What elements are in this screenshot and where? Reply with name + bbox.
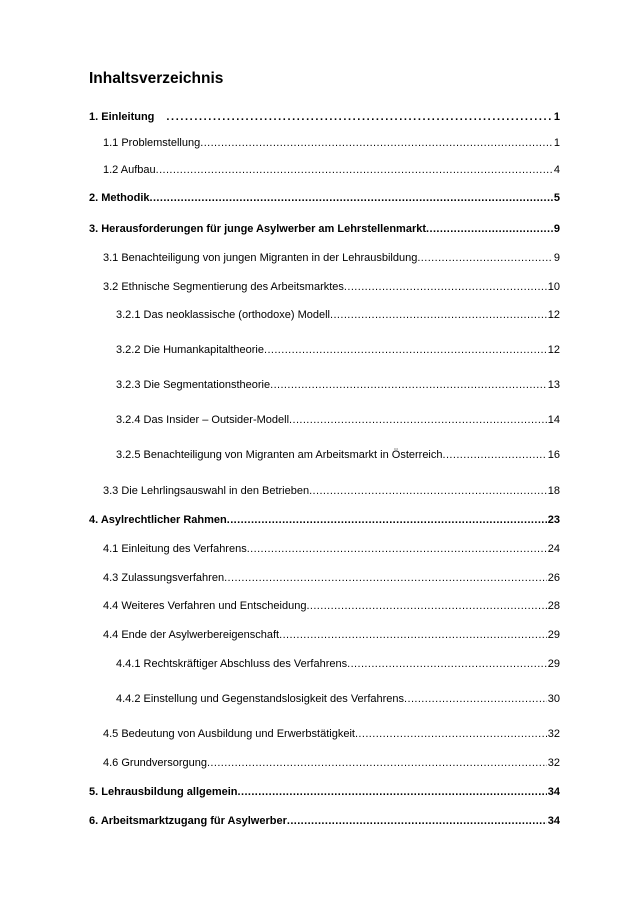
toc-entry-label: 4.4.2 Einstellung und Gegenstandslosigkeit des Verfahrens — [116, 693, 405, 705]
toc-entry — [116, 657, 560, 671]
toc-entry — [103, 136, 560, 150]
toc-entry-label: 3.2.3 Die Segmentationstheorie — [116, 379, 271, 391]
toc-entry-page: 13 — [547, 379, 560, 391]
dot-leader — [247, 542, 547, 556]
toc-entry-page: 1 — [553, 137, 560, 149]
dot-leader — [166, 110, 552, 124]
dot-leader — [207, 756, 547, 770]
toc-entry-label: 4.5 Bedeutung von Ausbildung und Erwerbstätigkeit — [103, 728, 355, 740]
dot-leader — [287, 814, 547, 828]
toc-entry — [116, 308, 560, 322]
toc-entry-page: 24 — [547, 543, 560, 555]
dot-leader — [227, 513, 547, 527]
dot-leader — [279, 628, 547, 642]
toc-entry-label: 3.1 Benachteiligung von jungen Migranten in der Lehrausbildung — [103, 252, 418, 264]
dot-leader — [330, 308, 547, 322]
toc-entry-label: 3.2.4 Das Insider – Outsider-Modell — [116, 414, 290, 426]
toc-entry-label: 4.4 Weiteres Verfahren und Entscheidung — [103, 600, 307, 612]
toc-entry — [89, 513, 560, 527]
dot-leader — [150, 191, 553, 205]
dot-leader — [404, 692, 547, 706]
dot-leader — [156, 163, 553, 177]
toc-entry-page: 9 — [553, 223, 560, 235]
toc-entry-label: 2. Methodik — [89, 192, 150, 204]
toc-entry-label: 3.2.2 Die Humankapitaltheorie — [116, 344, 264, 356]
toc-entry-page: 23 — [547, 514, 560, 526]
toc-entry — [116, 448, 560, 462]
toc-entry-label: 4.6 Grundversorgung — [103, 757, 207, 769]
toc-entry — [103, 484, 560, 498]
dot-leader — [264, 343, 547, 357]
toc-entry-label: 3.2.5 Benachteiligung von Migranten am Arbeitsmarkt in Österreich — [116, 449, 443, 461]
toc-entry-page: 10 — [547, 281, 560, 293]
toc-entry — [116, 692, 560, 706]
toc-entry-page: 12 — [547, 309, 560, 321]
dot-leader — [443, 448, 547, 462]
toc-entry — [116, 413, 560, 427]
dot-leader — [289, 413, 547, 427]
toc-entry-page: 4 — [553, 164, 560, 176]
toc-entry-page: 1 — [553, 111, 560, 123]
toc-entry — [103, 542, 560, 556]
toc-entry — [103, 280, 560, 294]
dot-leader — [417, 251, 553, 265]
toc-entry-label: 3.3 Die Lehrlingsauswahl in den Betrieben — [103, 485, 310, 497]
toc-entry — [89, 814, 560, 828]
toc-entry-label: 3.2.1 Das neoklassische (orthodoxe) Modell — [116, 309, 331, 321]
dot-leader — [238, 785, 547, 799]
toc-entry — [89, 110, 560, 124]
toc-entry-page: 34 — [547, 786, 560, 798]
toc-entry — [103, 599, 560, 613]
dot-leader — [355, 727, 547, 741]
toc-entry-label: 5. Lehrausbildung allgemein — [89, 786, 238, 798]
toc-entry — [89, 191, 560, 205]
toc-entry-page: 26 — [547, 572, 560, 584]
toc-entry — [89, 222, 560, 236]
toc-entry-page: 32 — [547, 757, 560, 769]
dot-leader — [309, 484, 547, 498]
toc-entry-page: 34 — [547, 815, 560, 827]
toc-entry — [103, 727, 560, 741]
toc-entry-page: 18 — [547, 485, 560, 497]
toc-entry-page: 16 — [547, 449, 560, 461]
toc-entry-label: 1.1 Problemstellung — [103, 137, 201, 149]
toc-entry-label: 3.2 Ethnische Segmentierung des Arbeitsmarktes — [103, 281, 344, 293]
dot-leader — [426, 222, 553, 236]
toc-entry-label: 4. Asylrechtlicher Rahmen — [89, 514, 227, 526]
toc-entry-page: 29 — [547, 629, 560, 641]
dot-leader — [344, 280, 547, 294]
toc-entry-page: 28 — [547, 600, 560, 612]
toc-entry-page: 32 — [547, 728, 560, 740]
toc-entry-label: 4.1 Einleitung des Verfahrens — [103, 543, 247, 555]
toc-entry — [103, 163, 560, 177]
toc-entry-label: 4.4 Ende der Asylwerbereigenschaft — [103, 629, 280, 641]
toc-entry — [89, 785, 560, 799]
toc-entry-label: 4.4.1 Rechtskräftiger Abschluss des Verfahrens — [116, 658, 348, 670]
toc-entry-page: 30 — [547, 693, 560, 705]
dot-leader — [200, 136, 553, 150]
dot-leader — [224, 571, 547, 585]
toc-entry — [103, 571, 560, 585]
dot-leader — [347, 657, 547, 671]
dot-leader — [270, 378, 547, 392]
toc-entry-label: 4.3 Zulassungsverfahren — [103, 572, 225, 584]
toc-entry — [116, 378, 560, 392]
toc-entry-page: 9 — [553, 252, 560, 264]
toc-title: Inhaltsverzeichnis — [89, 70, 224, 87]
toc-entry-page: 5 — [553, 192, 560, 204]
toc-entry — [103, 756, 560, 770]
toc-entry — [116, 343, 560, 357]
toc-entry-page: 14 — [547, 414, 560, 426]
toc-entry — [103, 251, 560, 265]
toc-entry-label: 1. Einleitung — [89, 111, 155, 123]
toc-entry-label: 3. Herausforderungen für junge Asylwerber am Lehrstellenmarkt — [89, 223, 427, 235]
dot-leader — [306, 599, 546, 613]
toc-entry-label: 1.2 Aufbau — [103, 164, 156, 176]
toc-entry — [103, 628, 560, 642]
toc-entry-page: 12 — [547, 344, 560, 356]
toc-entry-page: 29 — [547, 658, 560, 670]
toc-entry-label: 6. Arbeitsmarktzugang für Asylwerber — [89, 815, 287, 827]
